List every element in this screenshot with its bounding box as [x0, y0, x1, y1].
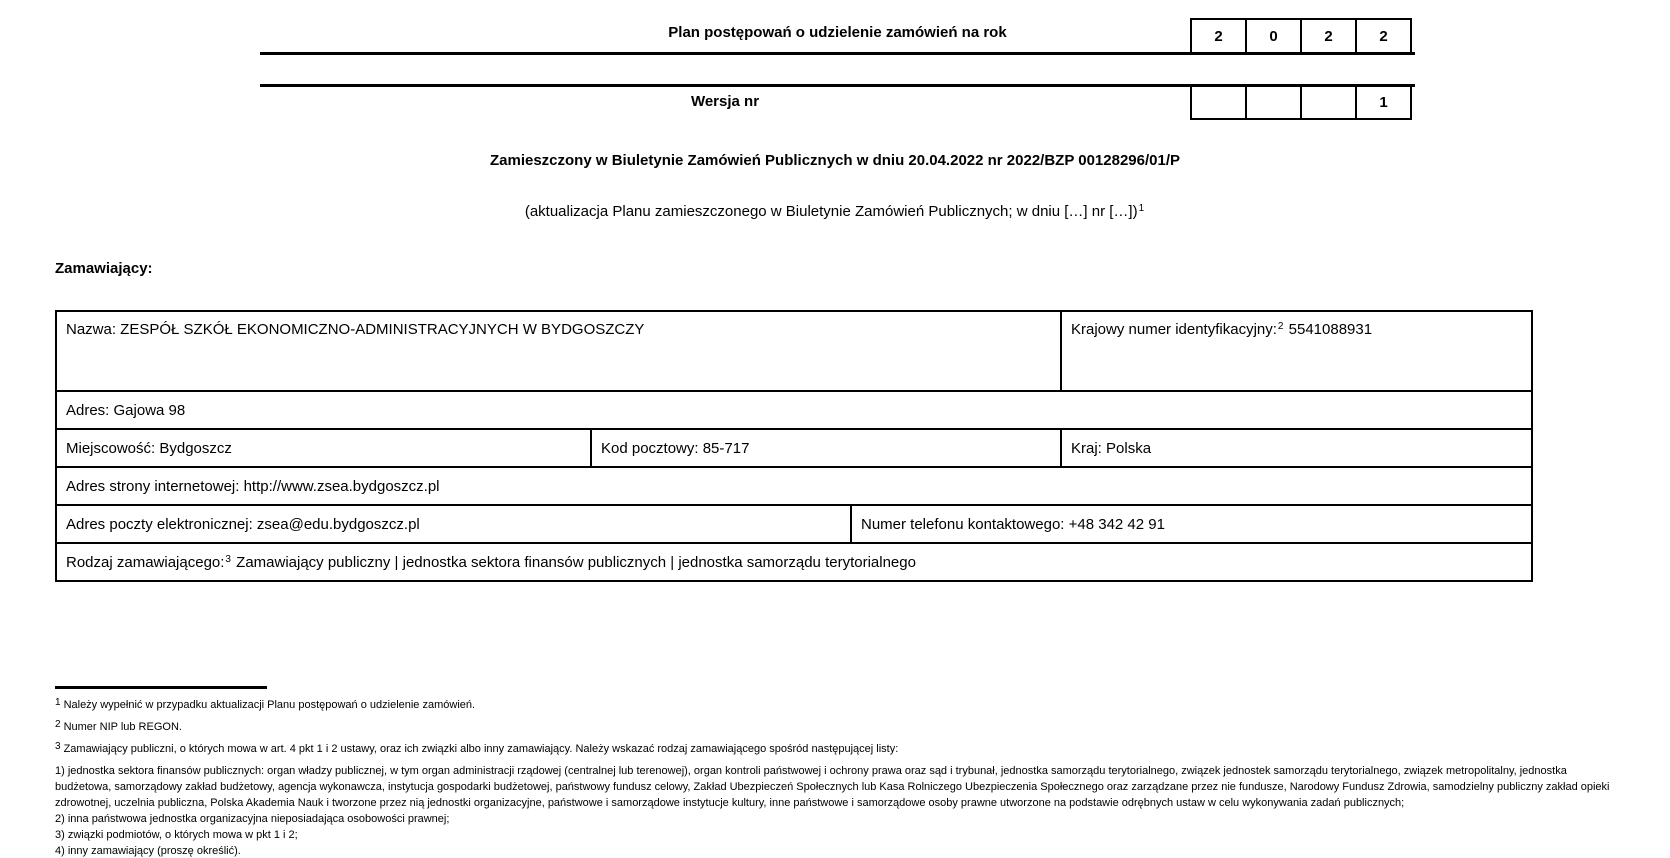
- footnote-ref-1: 1: [1138, 203, 1145, 214]
- version-boxes: [1190, 84, 1412, 120]
- authority-section-heading: Zamawiający:: [55, 260, 153, 277]
- authority-phone-cell: Numer telefonu kontaktowego: +48 342 42 91: [851, 505, 1532, 543]
- table-row-type: [56, 543, 1532, 581]
- table-row-city: [56, 429, 1532, 467]
- national-id-value: 5541088931: [1284, 321, 1373, 338]
- authority-type-item-1: 1) jednostka sektora finansów publicznych: organ władzy publicznej, w tym organ administracji rządowej (centralnej lub terenowej), organ kontroli państwowej i ochrony prawa oraz sąd i trybunał, jednostka samorządu terytorialnego, związek jednostek samorządu terytorialnego, związek metropolitalny, jednostka budżetowa, samorządowy zakład budżetowy, agencja wykonawcza, instytucja gospodarki budżetowej, państwowy fundusz celowy, Zakład Ubezpieczeń Społecznych lub Kasa Rolniczego Ubezpieczenia Społecznego oraz zarządzane przez nie fundusze, Narodowy Fundusz Zdrowia, samodzielny publiczny zakład opieki zdrowotnej, uczelnia publiczna, Polska Akademia Nauk i tworzone przez nią jednostki organizacyjne, państwowe i samorządowe instytucje kultury, inne państwowe i samorządowe osoby prawne utworzone na podstawie odrębnych ustaw w celu wykonywania zadań publicznych;: [55, 765, 1610, 809]
- table-row-name: [56, 311, 1532, 391]
- authority-type-item-3: 3) związki podmiotów, o których mowa w pkt 1 i 2;: [55, 829, 298, 841]
- bulletin-update-note-text: (aktualizacja Planu zamieszczonego w Biuletynie Zamówień Publicznych; w dniu […] nr […]): [524, 203, 1138, 220]
- authority-type-value: Zamawiający publiczny | jednostka sektora finansów publicznych | jednostka samorządu terytorialnego: [231, 553, 916, 571]
- footnote-1-text: Należy wypełnić w przypadku aktualizacji Planu postępowań o udzielenie zamówień.: [63, 699, 476, 711]
- footnote-3: [55, 741, 1615, 758]
- year-boxes: [1190, 18, 1412, 54]
- authority-type-label: Rodzaj zamawiającego:: [66, 553, 225, 571]
- national-id-label: Krajowy numer identyfikacyjny:: [1071, 321, 1277, 338]
- authority-name-cell: Nazwa: ZESPÓŁ SZKÓŁ EKONOMICZNO-ADMINISTRACYJNYCH W BYDGOSZCZY: [56, 311, 1061, 391]
- authority-table: [55, 310, 1533, 582]
- footnote-ref-3: 3: [225, 553, 231, 565]
- authority-email-cell: Adres poczty elektronicznej: zsea@edu.bydgoszcz.pl: [56, 505, 851, 543]
- footnote-1-marker: 1: [55, 697, 61, 708]
- table-row-address: [56, 391, 1532, 429]
- footnote-3-text: Zamawiający publiczni, o których mowa w art. 4 pkt 1 i 2 ustawy, oraz ich związki albo inny zamawiający. Należy wskazać rodzaj zamawiającego spośród następującej listy:: [63, 743, 899, 755]
- version-digit-box-3: [1300, 84, 1357, 120]
- year-digit-box-1: 2: [1190, 18, 1247, 54]
- authority-postal-code-cell: Kod pocztowy: 85-717: [591, 429, 1061, 467]
- authority-national-id-cell: [1061, 311, 1532, 391]
- footnote-2-marker: 2: [55, 719, 61, 730]
- footnote-1: [55, 697, 1615, 714]
- authority-website-cell: Adres strony internetowej: http://www.zsea.bydgoszcz.pl: [56, 467, 1532, 505]
- table-row-website: [56, 467, 1532, 505]
- authority-address-cell: Adres: Gajowa 98: [56, 391, 1532, 429]
- authority-type-item-2: 2) inna państwowa jednostka organizacyjna nieposiadająca osobowości prawnej;: [55, 813, 450, 825]
- version-label: Wersja nr: [690, 93, 760, 110]
- footnote-ref-2: 2: [1277, 321, 1284, 332]
- version-digit-box-2: [1245, 84, 1302, 120]
- plan-title: Plan postępowań o udzielenie zamówień na rok: [668, 24, 1007, 41]
- version-digit-box-4: 1: [1355, 84, 1412, 120]
- authority-type-cell: [56, 543, 1532, 581]
- authority-country-cell: Kraj: Polska: [1061, 429, 1532, 467]
- year-digit-box-2: 0: [1245, 18, 1302, 54]
- year-digit-box-4: 2: [1355, 18, 1412, 54]
- bulletin-published-line: Zamieszczony w Biuletynie Zamówień Publicznych w dniu 20.04.2022 nr 2022/BZP 00128296/01/P: [489, 152, 1180, 169]
- footnotes-block: [55, 697, 1615, 858]
- footnote-3-marker: 3: [55, 741, 61, 752]
- authority-city-cell: Miejscowość: Bydgoszcz: [56, 429, 591, 467]
- footnote-separator: [55, 686, 267, 689]
- authority-type-item-4: 4) inny zamawiający (proszę określić).: [55, 845, 241, 857]
- table-row-email-phone: [56, 505, 1532, 543]
- footnote-2-text: Numer NIP lub REGON.: [63, 721, 182, 733]
- bulletin-update-note: [55, 203, 1615, 220]
- version-digit-box-1: [1190, 84, 1247, 120]
- year-digit-box-3: 2: [1300, 18, 1357, 54]
- footnote-2: [55, 719, 1615, 736]
